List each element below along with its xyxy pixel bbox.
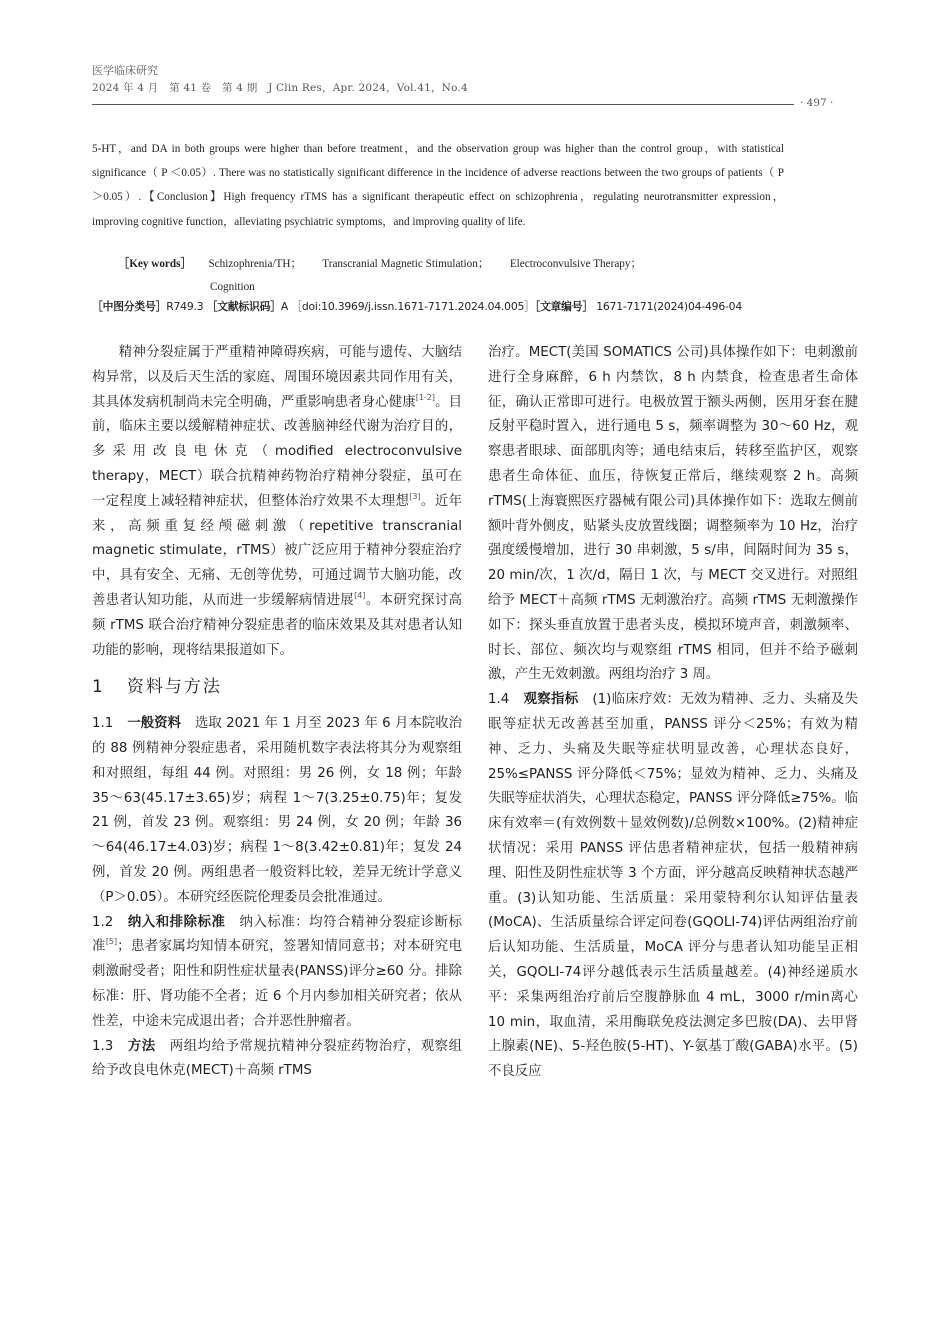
intro-paragraph: 精神分裂症属于严重精神障碍疾病，可能与遗传、大脑结构异常，以及后天生活的家庭、周围环境因素共同作用有关，其具体发病机制尚未完全明确，严重影响患者身心健康[1-2]。目前，临床主要以缓解精神症状、改善脑神经代谢为治疗目的，多采用改良电休克（modified electroconvulsive therapy，MECT）联合抗精神药物治疗精神分裂症，虽可在一定程度上减轻精神症状，但整体治疗效果不太理想[3]。近年来，高频重复经颅磁刺激（repetitive transcranial magnetic stimulate，rTMS）被广泛应用于精神分裂症治疗中，具有安全、无痛、无创等优势，可通过调节大脑功能，改善患者认知功能，从而进一步缓解病情进展[4]。本研究探讨高频 rTMS 联合治疗精神分裂症患者的临床效果及其对患者认知功能的影响，现将结果报道如下。: [92, 345, 463, 658]
clc-label: ［中图分类号］: [92, 300, 167, 313]
subsection-methods: 1.3 方法 两组均给予常规抗精神分裂症药物治疗，观察组给予改良电休克(MECT)＋高频 rTMS: [92, 1038, 463, 1079]
subsection-title: 方法: [127, 1038, 156, 1054]
clc-value: R749.3: [166, 300, 204, 313]
classification-line: [92, 299, 812, 314]
page-number: · 497 ·: [800, 97, 834, 109]
subsection-observation: 1.4 观察指标 (1)临床疗效：无效为精神、乏力、头痛及失眠等症状无改善甚至加重，PANSS 评分＜25%；有效为精神、乏力、头痛及失眠等症状明显改善，心理状态良好，25%≤PANSS 评分降低＜75%；显效为精神、乏力、头痛及失眠等症状消失，心理状态稳定，PANSS 评分降低≥75%。临床有效率＝(有效例数＋显效例数)/总例数×100%。(2)精神症状情况：采用 PANSS 评估患者精神症状，包括一般精神病理、阳性及阴性症状等 3 个方面，评分越高反映精神状态越严重。(3)认知功能、生活质量：采用蒙特利尔认知评估量表(MoCA)、生活质量综合评定问卷(GQOLI-74)评估两组治疗前后认知功能、生活质量，MoCA 评分与患者认知功能呈正相关，GQOLI-74评分越低表示生活质量越差。(4)神经递质水平：采集两组治疗前后空腹静脉血 4 mL，3000 r/min离心 10 min，取血清，采用酶联免疫法测定多巴胺(DA)、去甲肾上腺素(NE)、5-羟色胺(5-HT)、Y-氨基丁酸(GABA)水平。(5)不良反应: [488, 692, 859, 1080]
keyword-item: Cognition: [210, 281, 255, 293]
doi: ［doi:10.3969/j.issn.1671-7171.2024.04.005］: [291, 300, 535, 313]
right-column: [488, 341, 858, 1085]
keyword-item: Transcranial Magnetic Stimulation；: [322, 258, 490, 270]
citation: [5]: [105, 937, 118, 947]
subsection-general-data: 1.1 一般资料 选取 2021 年 1 月至 2023 年 6 月本院收治的 88 例精神分裂症患者，采用随机数字表法将其分为观察组和对照组，每组 44 例。对照组：男 26 例，女 18 例；年龄 35～63(45.17±3.65)岁；病程 1～7(3.25±0.75)年；复发 21 例，首发 23 例。观察组：男 24 例，女 20 例；年龄 36～64(46.17±4.03)岁；病程 1～8(3.42±0.81)年；复发 24 例，首发 20 例。两组患者一般资料比较，差异无统计学意义（P＞0.05）。本研究经医院伦理委员会批准通过。: [92, 716, 463, 905]
subsection-title: 纳入和排除标准: [127, 914, 226, 930]
citation: [3]: [409, 491, 421, 501]
doc-code-value: A: [280, 300, 289, 313]
left-column: [92, 341, 462, 1084]
keyword-item: Electroconvulsive Therapy；: [509, 258, 642, 270]
header-divider: [92, 104, 794, 105]
keyword-item: Schizophrenia/TH；: [208, 258, 302, 270]
subsection-title: 一般资料: [127, 716, 181, 732]
issue-line: 2024 年 4 月 第 41 卷 第 4 期 J Clin Res，Apr. 2024，Vol.41，No.4: [92, 82, 468, 94]
keywords-block: [118, 253, 788, 299]
journal-name: 医学临床研究: [92, 64, 158, 77]
keywords-label: ［Key words］: [118, 258, 192, 270]
abstract-continuation: 5-HT，and DA in both groups were higher than before treatment，and the observation group was higher than the control group，with statistical significance（ P ＜0.05）. There was no statistically significant difference in the incidence of adverse reactions between the two groups of patients（ P ＞0.05）.【Conclusion】High frequency rTMS has a significant therapeutic effect on schizophrenia，regulating neurotransmitter expression，improving cognitive function，alleviating psychiatric symptoms，and improving quality of life.: [92, 143, 784, 228]
article-number-value: 1671-7171(2024)04-496-04: [596, 300, 743, 313]
subsection-criteria: 1.2 纳入和排除标准 纳入标准：均符合精神分裂症诊断标准[5]；患者家属均知情本研究，签署知情同意书；对本研究电刺激耐受者；阳性和阴性症状量表(PANSS)评分≥60 分。排除标准：肝、肾功能不全者；近 6 个月内参加相关研究者；依从性差，中途未完成退出者；合并恶性肿瘤者。: [92, 914, 463, 1029]
methods-continued: 治疗。MECT(美国 SOMATICS 公司)具体操作如下：电刺激前进行全身麻醉，6 h 内禁饮，8 h 内禁食，检查患者生命体征，确认正常即可进行。电极放置于额头两侧，医用牙套在腱反射平稳时置入，进行通电 5 s，频率调整为 30～60 Hz，观察患者眼球、面部肌肉等；通电结束后，转移至监护区，观察患者生命体征、血压，待恢复正常后，继续观察 2 h。高频 rTMS(上海寰熙医疗器械有限公司)具体操作如下：选取左侧前额叶背外侧皮，贴紧头皮放置线圈；调整频率为 10 Hz，治疗强度缓慢增加，进行 30 串刺激，5 s/串，间隔时间为 35 s，20 min/次，1 次/d，隔日 1 次，与 MECT 交叉进行。对照组给予 MECT＋高频 rTMS 无刺激治疗。高频 rTMS 无刺激操作如下：探头垂直放置于患者头皮，模拟环境声音，刺激频率、时长、部位、频次均与观察组 rTMS 相同，但并不给予磁刺激，产生无效刺激。两组均治疗 3 周。: [488, 345, 858, 683]
article-number-label: ［文章编号］: [534, 300, 593, 313]
subsection-title: 观察指标: [523, 692, 579, 708]
citation: [4]: [354, 590, 366, 600]
doc-code-label: ［文献标识码］: [206, 300, 281, 313]
citation: [1-2]: [415, 392, 436, 402]
section-heading: 1 资料与方法: [92, 677, 222, 698]
